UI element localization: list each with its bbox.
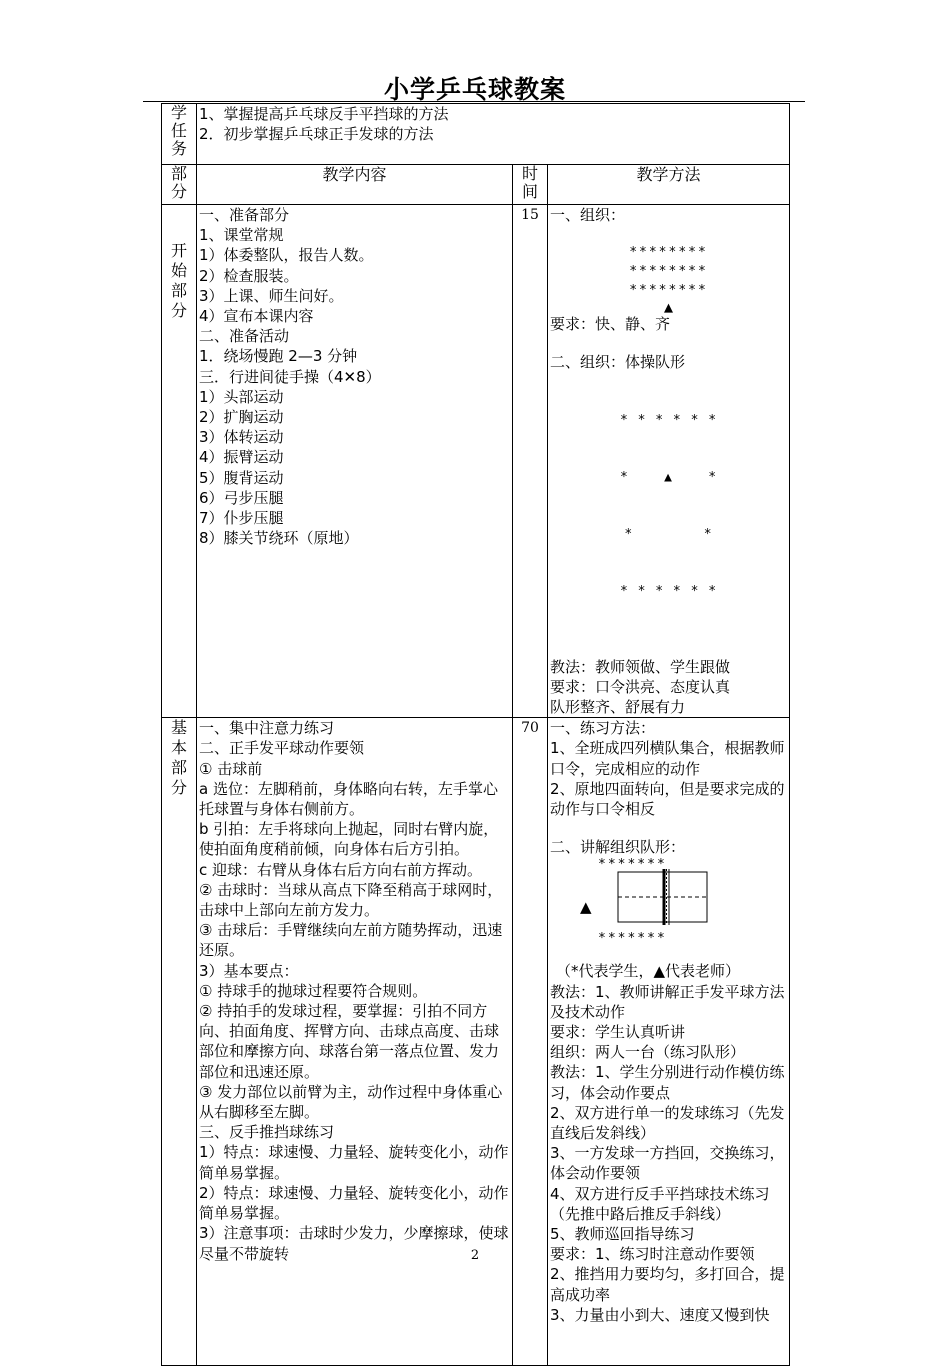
content-line: 3）上课、师生问好。 bbox=[199, 286, 344, 305]
method-line: 1、全班成四列横队集合，根据教师口令，完成相应的动作 bbox=[550, 739, 785, 778]
content-line: 2）扩胸运动 bbox=[199, 408, 284, 427]
content-line: 8）膝关节绕环（原地） bbox=[199, 529, 359, 548]
content-line: ③ 发力部位以前臂为主，动作过程中身体重心从右脚移至左脚。 bbox=[199, 1082, 503, 1122]
content-line: 1）头部运动 bbox=[199, 387, 284, 406]
method-line: 3、力量由小到大、速度又慢到快 bbox=[550, 1305, 770, 1324]
content-line: 1．绕场慢跑 2—3 分钟 bbox=[199, 347, 358, 366]
content-line: 1）体委整队，报告人数。 bbox=[199, 246, 374, 265]
content-line: 2）特点：球速慢、力量轻、旋转变化小，动作简单易掌握。 bbox=[199, 1183, 509, 1223]
gym-formation bbox=[550, 373, 787, 639]
formation-row: ******** bbox=[629, 264, 708, 280]
method-line: 要求：1、练习时注意动作要领 bbox=[550, 1245, 755, 1264]
content-line: b 引拍：左手将球向上抛起，同时右臂内旋，使拍面角度稍前倾，向身体右后方引拍。 bbox=[199, 820, 499, 859]
content-line: ② 击球时：当球从高点下降至稍高于球网时，击球中上部向左前方发力。 bbox=[199, 880, 503, 920]
tasks-label: 学任务 bbox=[162, 104, 197, 165]
table-formation-diagram bbox=[550, 857, 787, 961]
content-line: 3）注意事项：击球时少发力，少摩擦球，使球尽量不带旋转 bbox=[199, 1224, 509, 1263]
top-rule bbox=[143, 101, 805, 102]
method-line: 2、原地四面转向，但是要求完成的动作与口令相反 bbox=[550, 779, 785, 819]
content-line: 三．行进间徒手操（4✕8） bbox=[199, 367, 381, 386]
tasks-cell bbox=[197, 104, 790, 165]
method-line: （*代表学生，▲代表老师） bbox=[556, 962, 741, 981]
content-line: 一、集中注意力练习 bbox=[199, 719, 335, 738]
formation-row: ******** bbox=[629, 245, 708, 261]
content-line: 1、课堂常规 bbox=[199, 226, 284, 245]
formation-row: * ▲ * bbox=[619, 469, 718, 485]
org-heading: 二、组织：体操队形 bbox=[550, 353, 686, 372]
method-note: 教法：教师领做、学生跟做 bbox=[550, 657, 731, 676]
content-line: 4）宣布本课内容 bbox=[199, 307, 314, 326]
content-line: ③ 击球后：手臂继续向左前方随势挥动，迅速还原。 bbox=[199, 921, 503, 960]
content-line: 1）特点：球速慢、力量轻、旋转变化小，动作简单易掌握。 bbox=[199, 1143, 509, 1182]
teacher-triangle-icon: ▲ bbox=[663, 298, 674, 317]
requirement-line: 要求：快、静、齐 bbox=[550, 315, 671, 334]
formation-lines bbox=[550, 243, 787, 317]
method-line: 教法：1、教师讲解正手发平球方法及技术动作 bbox=[550, 982, 785, 1021]
content-line: 3）基本要点： bbox=[199, 961, 299, 980]
method-line: 组织：两人一台（练习队形） bbox=[550, 1043, 746, 1062]
teacher-triangle-icon: ▲ bbox=[580, 898, 592, 917]
page-title: 小学乒乓球教案 bbox=[383, 75, 566, 104]
students-bottom: ******* bbox=[598, 931, 667, 947]
content-line: ② 持拍手的发球过程，要掌握：引拍不同方向、拍面角度、挥臂方向、击球点高度、击球部位和摩擦方向、球落台第一落点位置、发力部位和迅速还原。 bbox=[199, 1002, 500, 1081]
diagram-heading: 二、讲解组织队形： bbox=[550, 838, 686, 857]
page-number: 2 bbox=[470, 1248, 480, 1263]
main-time: 70 bbox=[513, 718, 548, 1366]
content-line: 3）体转运动 bbox=[199, 428, 284, 447]
method-line: 5、教师巡回指导练习 bbox=[550, 1225, 695, 1244]
lesson-plan-table bbox=[161, 103, 790, 1366]
method-line: 2、双方进行单一的发球练习（先发直线后发斜线） bbox=[550, 1103, 785, 1143]
main-row bbox=[162, 718, 790, 1366]
content-line: c 迎球：右臂从身体右后方向右前方挥动。 bbox=[199, 860, 483, 879]
formation-row: ******** bbox=[629, 283, 708, 299]
task-item: 2．初步掌握乒乓球正手发球的方法 bbox=[199, 125, 434, 144]
content-line: 4）振臂运动 bbox=[199, 448, 284, 467]
part-header: 部分 bbox=[162, 165, 197, 205]
method-line: 4、双方进行反手平挡球技术练习（先推中路后推反手斜线） bbox=[550, 1184, 770, 1223]
content-line: 6）弓步压腿 bbox=[199, 488, 284, 507]
formation-row: * * * * * * bbox=[619, 412, 718, 428]
time-header: 时间 bbox=[513, 165, 548, 205]
content-line: 2）检查服装。 bbox=[199, 266, 299, 285]
method-line: 2、推挡用力要均匀，多打回合，提高成功率 bbox=[550, 1265, 785, 1304]
warmup-content bbox=[197, 205, 513, 718]
content-line: 一、准备部分 bbox=[199, 206, 290, 224]
students-top: ******* bbox=[598, 857, 667, 873]
content-line: 二、正手发平球动作要领 bbox=[199, 739, 365, 758]
warmup-part-label: 开始部分 bbox=[162, 205, 197, 718]
content-line: 二、准备活动 bbox=[199, 327, 290, 346]
main-content bbox=[197, 718, 513, 1366]
warmup-method bbox=[548, 205, 790, 718]
content-line: 三、反手推挡球练习 bbox=[199, 1123, 335, 1142]
method-line: 要求：学生认真听讲 bbox=[550, 1023, 686, 1042]
content-line: ① 持球手的抛球过程要符合规则。 bbox=[199, 981, 428, 1000]
content-header: 教学内容 bbox=[197, 165, 513, 205]
content-line: ① 击球前 bbox=[199, 759, 263, 778]
content-line: 5）腹背运动 bbox=[199, 468, 284, 487]
tasks-row bbox=[162, 104, 790, 165]
main-method bbox=[548, 718, 790, 1366]
formation-row: * * bbox=[624, 526, 713, 542]
method-line: 教法：1、学生分别进行动作模仿练习，体会动作要点 bbox=[550, 1063, 785, 1102]
main-part-label: 基本部分 bbox=[162, 718, 197, 1366]
method-note: 队形整齐、舒展有力 bbox=[550, 698, 686, 717]
content-line: a 选位：左脚稍前，身体略向右转，左手掌心托球置与身体右侧前方。 bbox=[199, 779, 498, 819]
method-note: 要求：口令洪亮、态度认真 bbox=[550, 677, 731, 696]
method-header: 教学方法 bbox=[548, 165, 790, 205]
header-row bbox=[162, 165, 790, 205]
method-line: 3、一方发球一方挡回，交换练习，体会动作要领 bbox=[550, 1144, 785, 1183]
org-heading: 一、组织： bbox=[550, 206, 626, 224]
warmup-row bbox=[162, 205, 790, 718]
warmup-time: 15 bbox=[513, 205, 548, 718]
formation-row: * * * * * * bbox=[619, 583, 718, 599]
task-item: 1、掌握提高乒乓球反手平挡球的方法 bbox=[199, 105, 449, 123]
content-line: 7）仆步压腿 bbox=[199, 509, 284, 528]
method-line: 一、练习方法： bbox=[550, 719, 656, 738]
